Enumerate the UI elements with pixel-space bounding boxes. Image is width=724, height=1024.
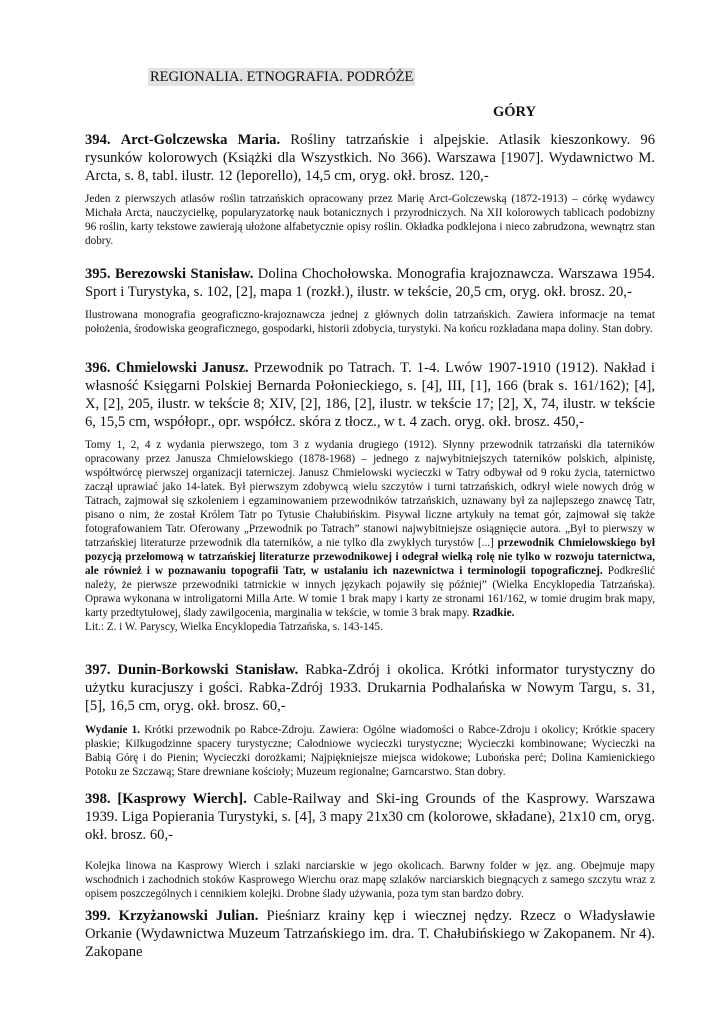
catalog-entry-396 <box>85 359 655 634</box>
entry-author: Berezowski Stanisław. <box>114 266 254 282</box>
entry-number: 394. <box>85 132 111 148</box>
entry-main-text <box>85 265 655 301</box>
entry-author: Krzyżanowski Julian. <box>118 908 259 924</box>
annotation-text-continued: Podkreślić należy, że pierwsze przewodniki tatrnickie w innych językach pojawiły się później” (Wielka Encyklopedia Tatrzańska). Oprawa wykonana w introligatorni Milla Arte. W tomie 1 brak mapy i karty ze stronami 161/162, w tomie drugim brak mapy, karty przedtytułowej, ślady zawilgocenia, marginalia w tekście, w tomie 3 brak mapy. <box>85 565 656 619</box>
entry-annotation: Ilustrowana monografia geograficzno-krajoznawcza jednej z głównych dolin tatrzańskich. Zawiera informacje na temat położenia, środowiska geograficznego, gospodarki, historii zdobycia, turystyki. Na końcu rozkładana mapa doliny. Stan dobry. <box>85 309 655 335</box>
entry-annotation: Jeden z pierwszych atlasów roślin tatrzańskich opracowany przez Marię Arct-Golczewską (1872-1913) – córkę wydawcy Michała Arcta, nauczycielkę, popularyzatorkę nauk botanicznych i przyrodniczych. Na XII kolorowych tablicach podobizny 96 roślin, karty tekstowe zawierają ułożone alfabetycznie opisy roślin. Okładka podklejona i nieco zabrudzona, wewnątrz stan dobry. <box>85 193 655 247</box>
catalog-entry-398 <box>85 790 655 901</box>
entry-number: 397. <box>85 662 111 678</box>
entry-bibliographic-description: Rośliny tatrzańskie i alpejskie. Atlasik kieszonkowy. 96 rysunków kolorowych (Książki dla Wszystkich. No 366). Warszawa [1907]. Wydawnictwo M. Arcta, s. 8, tabl. ilustr. 12 (leporello), 14,5 cm, oryg. okł. brosz. 120,- <box>85 132 655 184</box>
section-title: REGIONALIA. ETNOGRAFIA. PODRÓŻE <box>150 69 414 85</box>
entry-author: Arct-Golczewska Maria. <box>120 132 281 148</box>
entry-annotation: Kolejka linowa na Kasprowy Wierch i szlaki narciarskie w jego okolicach. Barwny folder w jęz. ang. Obejmuje mapy wschodnich i zachodnich stoków Kasprowego Wierchu oraz mapę szlaków narciarskich biegnących z samego szczytu wraz z opisem poszczególnych i cennikiem kolejki. Drobne ślady używania, poza tym stan bardzo dobry. <box>85 860 655 900</box>
entry-annotation <box>85 723 655 779</box>
annotation-text: Krótki przewodnik po Rabce-Zdroju. Zawiera: Ogólne wiadomości o Rabce-Zdroju i okolicy; Krótkie spacery płaskie; Kilkugodzinne spacery turystyczne; Całodniowe wycieczki turystyczne; Wycieczki kombinowane; Wycieczki na Babią Górę i do Pienin; Wycieczki dorożkami; Najpiękniejsze miejsca widokowe; Lubońska perć; Dolina Kamienickiego Potoku ze Szczawą; Stare drewniane kościoły; Muzeum regionalne; Garncarstwo. Stan dobry. <box>85 724 655 778</box>
entry-bibliographic-description: Dolina Chochołowska. Monografia krajoznawcza. Warszawa 1954. Sport i Turystyka, s. 102, [2], mapa 1 (rozkł.), ilustr. w tekście, 20,5 cm, oryg. okł. brosz. 20,- <box>85 266 655 300</box>
entry-number: 399. <box>85 908 111 924</box>
edition-label: Wydanie 1. <box>85 724 141 736</box>
entry-number: 396. <box>85 360 111 376</box>
entry-bibliographic-description: Pieśniarz krainy kęp i wiecznej nędzy. Rzecz o Władysławie Orkanie (Wydawnictwa Muzeum Tatrzańskiego im. dra. T. Chałubińskiego w Zakopanem. Nr 4). Zakopane <box>85 908 655 960</box>
entry-main-text <box>85 790 655 844</box>
entry-author: [Kasprowy Wierch]. <box>117 791 247 807</box>
literature-reference: Lit.: Z. i W. Paryscy, Wielka Encyklopedia Tatrzańska, s. 143-145. <box>85 621 383 633</box>
annotation-text: Tomy 1, 2, 4 z wydania pierwszego, tom 3 z wydania drugiego (1912). Słynny przewodnik tatrzański dla taterników opracowany przez Janusza Chmielowskiego (1878-1968) – jednego z najwybitniejszych taterników polskich, alpinistę, współtwórcę pierwszej organizacji taterniczej. Janusz Chmielowski wycieczki w Tatry odbywał od 9 roku życia, taternictwo zaczął uprawiać jako 14-latek. Był pierwszym zdobywcą wielu szczytów i turni tatrzańskich, odkrył wiele nowych dróg w Tatrach, zajmował się szkoleniem i egzaminowaniem przewodników tatrzańskich, uznawany był za najlepszego znawcę Tatr, pisano o nim, że został Królem Tatr po Tytusie Chałubińskim. Pisywał liczne artykuły na temat gór, zajmował się także fotografowaniem Tatr. Oferowany „Przewodnik po Tatrach” stanowi najwybitniejsze osiągnięcie autora. „Był to pierwszy w tatrzańskiej literaturze przewodnik dla taterników, a nie tylko dla zwykłych turystów [...] <box>85 439 655 549</box>
entry-main-text <box>85 359 655 431</box>
entry-number: 395. <box>85 266 111 282</box>
rarity-note: Rzadkie. <box>472 607 515 619</box>
catalog-entry-394 <box>85 131 655 248</box>
entry-author: Chmielowski Janusz. <box>115 360 249 376</box>
entry-main-text <box>85 661 655 715</box>
entry-author: Dunin-Borkowski Stanisław. <box>117 662 299 678</box>
catalog-entry-397 <box>85 661 655 779</box>
catalog-entry-399 <box>85 907 655 960</box>
entry-bibliographic-description: Przewodnik po Tatrach. T. 1-4. Lwów 1907-1910 (1912). Nakład i własność Księgarni Polskiej Bernarda Połonieckiego, s. [4], III, [1], 166 (brak s. 161/162); [4], X, [2], 205, ilustr. w tekście 8; XIV, [2], 186, [2], ilustr. w tekście 17; [2], X, 74, ilustr. w tekście 6, 15,5 cm, współopr., opr. współcz. skóra z tłocz., w t. 4 zach. oryg. okł. brosz. 450,- <box>85 360 655 430</box>
entry-number: 398. <box>85 791 111 807</box>
entry-main-text <box>85 907 655 961</box>
entry-bibliographic-description: Cable-Railway and Ski-ing Grounds of the Kasprowy. Warszawa 1939. Liga Popierania Turystyki, s. [4], 3 mapy 21x30 cm (kolorowe, składane), 21x10 cm, oryg. okł. brosz. 60,- <box>85 791 656 843</box>
entry-annotation <box>85 438 655 620</box>
entry-main-text <box>85 131 655 185</box>
entry-bibliographic-description: Rabka-Zdrój i okolica. Krótki informator turystyczny do użytku kuracjuszy i gości. Rabka-Zdrój 1933. Drukarnia Podhalańska w Nowym Targu, s. 31, [5], 16,5 cm, oryg. okł. brosz. 60,- <box>85 662 656 714</box>
subsection-title: GÓRY <box>493 104 536 120</box>
annotation-quote-bold: przewodnik Chmielowskiego był pozycją przełomową w tatrzańskiej literaturze przewodnikowej i odegrał wielką rolę nie tylko w rozwoju taternictwa, ale również i w poznawaniu topografii Tatr, w ustalaniu ich nazewnictwa i terminologii topograficznej. <box>85 537 655 577</box>
catalog-entry-395 <box>85 265 655 336</box>
